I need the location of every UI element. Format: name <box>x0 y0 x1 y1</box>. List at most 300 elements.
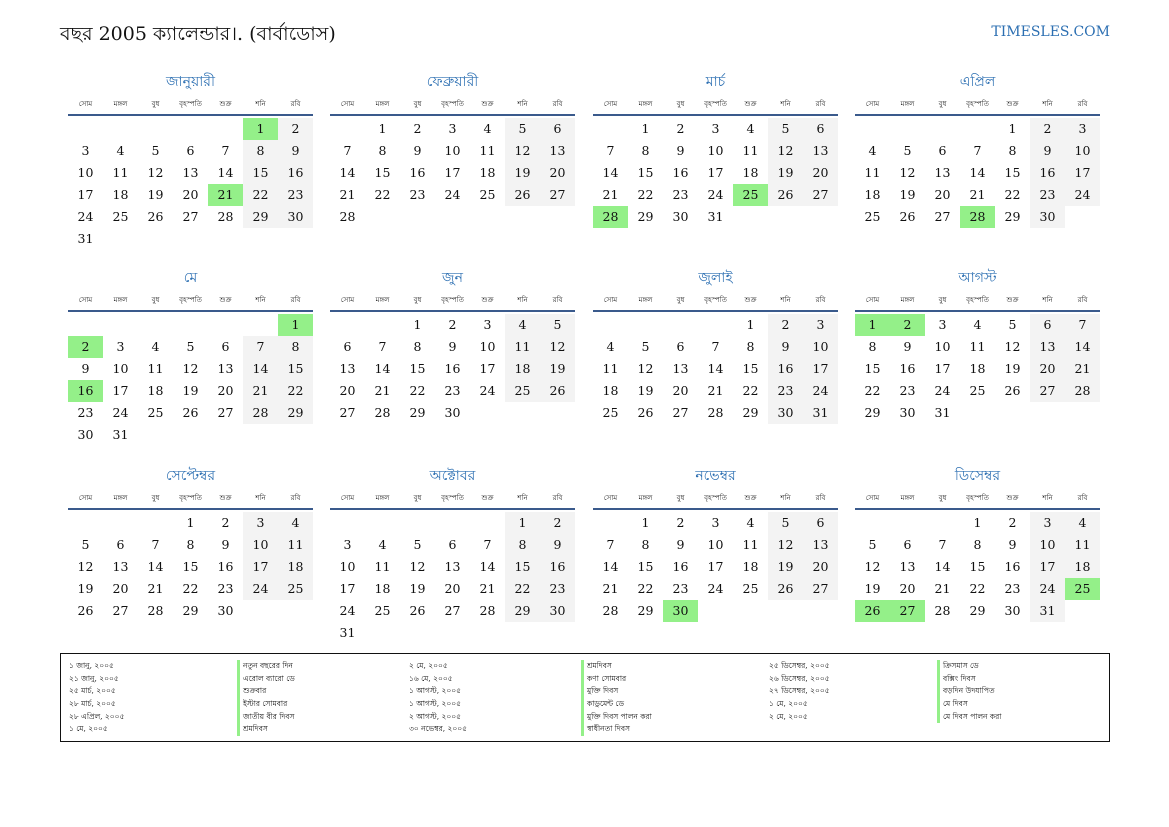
weekday-header <box>593 290 838 312</box>
day-cell: 9 <box>448 339 457 354</box>
day-cell: 29 <box>637 603 654 618</box>
weekday-label: মঙ্গল <box>900 100 915 108</box>
day-cell: 17 <box>803 358 838 380</box>
day-cell: 17 <box>444 165 461 180</box>
day-cell: 12 <box>864 559 881 574</box>
day-cell: 19 <box>147 187 164 202</box>
weekday-label: বৃহস্পতি <box>966 296 989 304</box>
day-cell: 18 <box>969 361 986 376</box>
day-cell: 24 <box>479 383 496 398</box>
day-cell: 2 <box>676 121 685 136</box>
legend-holiday-name: মুক্তি দিবস পালন করা <box>581 711 652 724</box>
day-cell: 24 <box>243 578 278 600</box>
day-grid <box>593 116 838 248</box>
weekday-label: বুধ <box>938 296 947 304</box>
weekday-label: বুধ <box>938 100 947 108</box>
day-cell: 4 <box>151 339 160 354</box>
day-cell: 11 <box>147 361 164 376</box>
legend-dates <box>409 660 467 736</box>
legend-holiday-name: ক্রিসমাস ডে <box>937 660 1001 673</box>
day-cell: 20 <box>803 162 838 184</box>
weekday-label: সোম <box>78 494 93 502</box>
day-cell: 20 <box>339 383 356 398</box>
legend-holiday-name: শ্রমদিবস <box>237 723 295 736</box>
legend-holiday-name: মে দিবস <box>937 698 1001 711</box>
weekday-label: শুক্র <box>1006 100 1019 108</box>
legend-holiday-name: এরোল ব্যারো ডে <box>237 673 295 686</box>
day-cell: 9 <box>278 140 313 162</box>
day-cell: 1 <box>1008 121 1017 136</box>
day-cell: 17 <box>1065 162 1100 184</box>
month-block <box>855 466 1100 642</box>
weekday-header <box>68 488 313 510</box>
day-cell: 28 <box>602 603 619 618</box>
legend-date: ২৭ ডিসেম্বর, ২০০৫ <box>769 686 830 696</box>
day-cell: 29 <box>864 405 881 420</box>
day-cell: 19 <box>899 187 916 202</box>
day-cell: 8 <box>278 336 313 358</box>
weekday-label: শনি <box>517 100 528 108</box>
day-cell: 26 <box>409 603 426 618</box>
weekday-label: বৃহস্পতি <box>179 296 202 304</box>
day-cell: 6 <box>221 339 230 354</box>
weekday-label: শুক্র <box>481 100 494 108</box>
day-cell: 18 <box>147 383 164 398</box>
month-name: আগস্ট <box>958 270 997 286</box>
day-cell: 3 <box>711 515 720 530</box>
day-cell: 21 <box>147 581 164 596</box>
day-cell: 28 <box>934 603 951 618</box>
holiday-day-cell: 30 <box>663 600 698 622</box>
day-cell: 9 <box>413 143 422 158</box>
day-cell: 31 <box>803 402 838 424</box>
weekday-label: শনি <box>780 296 791 304</box>
day-cell: 18 <box>278 556 313 578</box>
weekday-label: বৃহস্পতি <box>704 296 727 304</box>
day-cell: 16 <box>899 361 916 376</box>
day-cell: 9 <box>676 143 685 158</box>
day-cell: 9 <box>676 537 685 552</box>
weekday-label: সোম <box>865 100 880 108</box>
day-cell: 10 <box>934 339 951 354</box>
holiday-day-cell: 1 <box>243 118 278 140</box>
day-cell: 29 <box>243 206 278 228</box>
weekday-label: বুধ <box>151 100 160 108</box>
day-grid <box>330 116 575 248</box>
day-cell: 31 <box>339 625 356 640</box>
weekday-label: বুধ <box>676 100 685 108</box>
day-cell: 8 <box>243 140 278 162</box>
weekday-label: বুধ <box>938 494 947 502</box>
weekday-header <box>855 488 1100 510</box>
day-cell: 7 <box>1065 314 1100 336</box>
day-cell: 26 <box>899 209 916 224</box>
day-cell: 3 <box>343 537 352 552</box>
legend-date: ২ মে, ২০০৫ <box>769 711 808 721</box>
day-cell: 19 <box>77 581 94 596</box>
day-cell: 1 <box>973 515 982 530</box>
day-cell: 2 <box>676 515 685 530</box>
day-cell: 29 <box>969 603 986 618</box>
day-cell: 19 <box>768 162 803 184</box>
day-cell: 3 <box>711 121 720 136</box>
weekday-label: বুধ <box>151 494 160 502</box>
day-cell: 11 <box>112 165 129 180</box>
day-cell: 21 <box>243 380 278 402</box>
weekday-label: সোম <box>340 494 355 502</box>
day-cell: 21 <box>479 581 496 596</box>
day-cell: 4 <box>973 317 982 332</box>
day-cell: 18 <box>505 358 540 380</box>
day-cell: 6 <box>938 143 947 158</box>
day-cell: 14 <box>602 559 619 574</box>
day-cell: 2 <box>540 512 575 534</box>
weekday-label: রবি <box>552 494 563 502</box>
day-grid <box>68 510 313 642</box>
day-cell: 17 <box>707 165 724 180</box>
weekday-header <box>330 488 575 510</box>
day-cell: 3 <box>1030 512 1065 534</box>
day-cell: 6 <box>448 537 457 552</box>
day-cell: 15 <box>864 361 881 376</box>
day-cell: 27 <box>1030 380 1065 402</box>
day-cell: 23 <box>1004 581 1021 596</box>
day-cell: 25 <box>278 578 313 600</box>
day-cell: 10 <box>803 336 838 358</box>
day-cell: 27 <box>672 405 689 420</box>
holiday-day-cell: 1 <box>278 314 313 336</box>
weekday-label: বুধ <box>413 100 422 108</box>
day-cell: 15 <box>1004 165 1021 180</box>
day-cell: 14 <box>934 559 951 574</box>
day-cell: 2 <box>768 314 803 336</box>
day-cell: 2 <box>448 317 457 332</box>
day-cell: 30 <box>77 427 94 442</box>
day-cell: 10 <box>707 143 724 158</box>
day-cell: 27 <box>339 405 356 420</box>
day-cell: 27 <box>803 578 838 600</box>
day-cell: 20 <box>672 383 689 398</box>
day-cell: 12 <box>77 559 94 574</box>
day-grid <box>330 312 575 444</box>
day-cell: 14 <box>243 358 278 380</box>
day-cell: 24 <box>1030 578 1065 600</box>
weekday-label: শুক্র <box>481 296 494 304</box>
day-cell: 19 <box>540 358 575 380</box>
holiday-day-cell: 21 <box>208 184 243 206</box>
weekday-label: বৃহস্পতি <box>179 494 202 502</box>
day-cell: 30 <box>768 402 803 424</box>
day-cell: 5 <box>505 118 540 140</box>
day-cell: 13 <box>672 361 689 376</box>
legend-holiday-name: কাডুমেন্ট ডে <box>581 698 652 711</box>
day-cell: 1 <box>413 317 422 332</box>
day-cell: 27 <box>444 603 461 618</box>
day-cell: 9 <box>221 537 230 552</box>
holiday-day-cell: 25 <box>733 184 768 206</box>
weekday-header <box>330 290 575 312</box>
day-cell: 11 <box>602 361 619 376</box>
weekday-label: রবি <box>815 100 826 108</box>
day-cell: 19 <box>637 383 654 398</box>
day-cell: 27 <box>540 184 575 206</box>
month-name: মে <box>183 270 198 286</box>
day-cell: 6 <box>1030 314 1065 336</box>
day-cell: 18 <box>1065 556 1100 578</box>
day-cell: 29 <box>637 209 654 224</box>
day-cell: 26 <box>768 578 803 600</box>
day-cell: 8 <box>186 537 195 552</box>
day-cell: 22 <box>278 380 313 402</box>
day-cell: 26 <box>768 184 803 206</box>
day-cell: 22 <box>243 184 278 206</box>
weekday-label: মঙ্গল <box>638 296 653 304</box>
day-cell: 16 <box>278 162 313 184</box>
day-cell: 14 <box>1065 336 1100 358</box>
month-name: অক্টোবর <box>429 468 476 484</box>
day-cell: 1 <box>505 512 540 534</box>
day-cell: 9 <box>768 336 803 358</box>
weekday-label: শনি <box>1042 296 1053 304</box>
day-cell: 11 <box>969 339 986 354</box>
day-cell: 10 <box>707 537 724 552</box>
day-grid <box>855 510 1100 642</box>
weekday-label: শনি <box>255 296 266 304</box>
legend-holiday-names <box>237 660 295 736</box>
day-cell: 21 <box>602 187 619 202</box>
weekday-label: শুক্র <box>219 296 232 304</box>
day-cell: 16 <box>672 559 689 574</box>
day-cell: 20 <box>803 556 838 578</box>
day-cell: 6 <box>343 339 352 354</box>
day-cell: 19 <box>182 383 199 398</box>
day-cell: 30 <box>278 206 313 228</box>
weekday-label: রবি <box>290 296 301 304</box>
day-cell: 31 <box>112 427 129 442</box>
day-cell: 22 <box>182 581 199 596</box>
day-cell: 25 <box>969 383 986 398</box>
legend-date: ১ আগস্ট, ২০০৫ <box>409 686 461 696</box>
day-cell: 23 <box>77 405 94 420</box>
day-cell: 8 <box>746 339 755 354</box>
day-cell: 18 <box>742 559 759 574</box>
day-cell: 30 <box>672 209 689 224</box>
weekday-label: মঙ্গল <box>375 494 390 502</box>
weekday-label: রবি <box>815 296 826 304</box>
day-cell: 5 <box>868 537 877 552</box>
day-cell: 4 <box>746 515 755 530</box>
legend-date: ১ মে, ২০০৫ <box>769 699 808 709</box>
day-grid <box>68 116 313 248</box>
holiday-day-cell: 28 <box>960 206 995 228</box>
day-cell: 24 <box>444 187 461 202</box>
legend-date: ২৮ মার্চ, ২০০৫ <box>69 699 116 709</box>
weekday-label: রবি <box>552 296 563 304</box>
month-name: ফেব্রুয়ারী <box>426 74 479 90</box>
day-cell: 31 <box>77 231 94 246</box>
day-cell: 8 <box>1008 143 1017 158</box>
weekday-label: রবি <box>1077 494 1088 502</box>
day-cell: 16 <box>444 361 461 376</box>
day-cell: 10 <box>444 143 461 158</box>
legend-holiday-name: শুক্রবার <box>237 685 295 698</box>
legend-dates <box>69 660 124 736</box>
day-cell: 23 <box>217 581 234 596</box>
month-name: জুলাই <box>698 270 733 286</box>
weekday-label: রবি <box>815 494 826 502</box>
day-cell: 19 <box>768 556 803 578</box>
day-cell: 28 <box>339 209 356 224</box>
day-cell: 28 <box>374 405 391 420</box>
month-block <box>855 72 1100 248</box>
day-cell: 9 <box>540 534 575 556</box>
day-cell: 15 <box>969 559 986 574</box>
day-cell: 13 <box>217 361 234 376</box>
day-cell: 22 <box>505 578 540 600</box>
weekday-label: মঙ্গল <box>113 494 128 502</box>
day-grid <box>855 312 1100 444</box>
day-cell: 17 <box>77 187 94 202</box>
day-cell: 21 <box>374 383 391 398</box>
day-cell: 1 <box>186 515 195 530</box>
day-cell: 24 <box>707 581 724 596</box>
day-cell: 4 <box>868 143 877 158</box>
day-cell: 6 <box>116 537 125 552</box>
day-cell: 7 <box>711 339 720 354</box>
day-cell: 25 <box>374 603 391 618</box>
day-cell: 3 <box>1065 118 1100 140</box>
day-cell: 16 <box>409 165 426 180</box>
day-cell: 4 <box>378 537 387 552</box>
day-cell: 10 <box>339 559 356 574</box>
day-cell: 13 <box>934 165 951 180</box>
legend-holiday-name: মুক্তি দিবস <box>581 685 652 698</box>
day-cell: 14 <box>147 559 164 574</box>
legend-date: ২৫ ডিসেম্বর, ২০০৫ <box>769 661 830 670</box>
day-cell: 27 <box>182 209 199 224</box>
weekday-label: সোম <box>78 296 93 304</box>
day-cell: 2 <box>413 121 422 136</box>
day-cell: 23 <box>540 578 575 600</box>
day-cell: 8 <box>505 534 540 556</box>
day-cell: 24 <box>707 187 724 202</box>
month-block <box>330 72 575 248</box>
day-cell: 23 <box>278 184 313 206</box>
day-cell: 18 <box>479 165 496 180</box>
day-cell: 12 <box>182 361 199 376</box>
day-cell: 5 <box>413 537 422 552</box>
legend-date: ১ জানু, ২০০৫ <box>69 661 114 670</box>
weekday-label: সোম <box>865 296 880 304</box>
day-cell: 22 <box>864 383 881 398</box>
day-cell: 19 <box>1004 361 1021 376</box>
month-block <box>68 466 313 642</box>
holiday-legend <box>60 653 1110 742</box>
day-cell: 16 <box>217 559 234 574</box>
day-cell: 27 <box>217 405 234 420</box>
weekday-label: মঙ্গল <box>375 100 390 108</box>
month-name: এপ্রিল <box>959 74 996 90</box>
day-cell: 23 <box>899 383 916 398</box>
day-cell: 26 <box>637 405 654 420</box>
day-cell: 25 <box>864 209 881 224</box>
day-cell: 28 <box>147 603 164 618</box>
month-block <box>593 72 838 248</box>
day-cell: 9 <box>1008 537 1017 552</box>
day-cell: 10 <box>479 339 496 354</box>
day-cell: 26 <box>540 380 575 402</box>
day-cell: 21 <box>707 383 724 398</box>
weekday-label: রবি <box>290 100 301 108</box>
legend-date: ১ মে, ২০০৫ <box>69 724 108 734</box>
weekday-label: সোম <box>78 100 93 108</box>
day-cell: 30 <box>217 603 234 618</box>
day-cell: 22 <box>742 383 759 398</box>
legend-holiday-name: মে দিবস পালন করা <box>937 711 1001 724</box>
weekday-label: শুক্র <box>744 100 757 108</box>
day-cell: 29 <box>409 405 426 420</box>
legend-dates <box>769 660 830 723</box>
day-cell: 4 <box>746 121 755 136</box>
legend-holiday-name: বড়দিন উদযাপিত <box>937 685 1001 698</box>
legend-holiday-name: বক্সিং দিবস <box>937 673 1001 686</box>
weekday-label: সোম <box>340 100 355 108</box>
day-cell: 27 <box>934 209 951 224</box>
day-cell: 5 <box>768 512 803 534</box>
month-name: জুন <box>442 270 463 286</box>
day-cell: 12 <box>505 140 540 162</box>
day-cell: 19 <box>864 581 881 596</box>
weekday-label: রবি <box>552 100 563 108</box>
day-cell: 12 <box>899 165 916 180</box>
day-cell: 15 <box>374 165 391 180</box>
day-cell: 3 <box>81 143 90 158</box>
day-cell: 6 <box>676 339 685 354</box>
day-cell: 15 <box>243 162 278 184</box>
day-cell: 29 <box>1004 209 1021 224</box>
legend-holiday-names <box>581 660 652 736</box>
day-cell: 5 <box>540 314 575 336</box>
day-cell: 30 <box>444 405 461 420</box>
holiday-day-cell: 26 <box>855 600 890 622</box>
weekday-label: শনি <box>517 494 528 502</box>
month-name: জানুয়ারী <box>166 74 215 90</box>
day-cell: 25 <box>112 209 129 224</box>
weekday-label: সোম <box>603 494 618 502</box>
day-cell: 5 <box>768 118 803 140</box>
day-cell: 1 <box>641 515 650 530</box>
weekday-label: শনি <box>255 100 266 108</box>
day-cell: 21 <box>602 581 619 596</box>
weekday-label: শুক্র <box>219 494 232 502</box>
day-cell: 13 <box>540 140 575 162</box>
day-cell: 15 <box>505 556 540 578</box>
day-cell: 14 <box>602 165 619 180</box>
day-cell: 24 <box>803 380 838 402</box>
day-cell: 29 <box>182 603 199 618</box>
day-cell: 26 <box>77 603 94 618</box>
day-cell: 23 <box>672 581 689 596</box>
legend-holiday-name: কণা সোমবার <box>581 673 652 686</box>
day-cell: 3 <box>938 317 947 332</box>
day-cell: 22 <box>1004 187 1021 202</box>
holiday-day-cell: 28 <box>593 206 628 228</box>
day-cell: 13 <box>1030 336 1065 358</box>
weekday-header <box>593 488 838 510</box>
legend-date: ২৫ মার্চ, ২০০৫ <box>69 686 116 696</box>
legend-date: ২ আগস্ট, ২০০৫ <box>409 711 461 721</box>
site-link[interactable]: TIMESLES.COM <box>991 24 1110 40</box>
